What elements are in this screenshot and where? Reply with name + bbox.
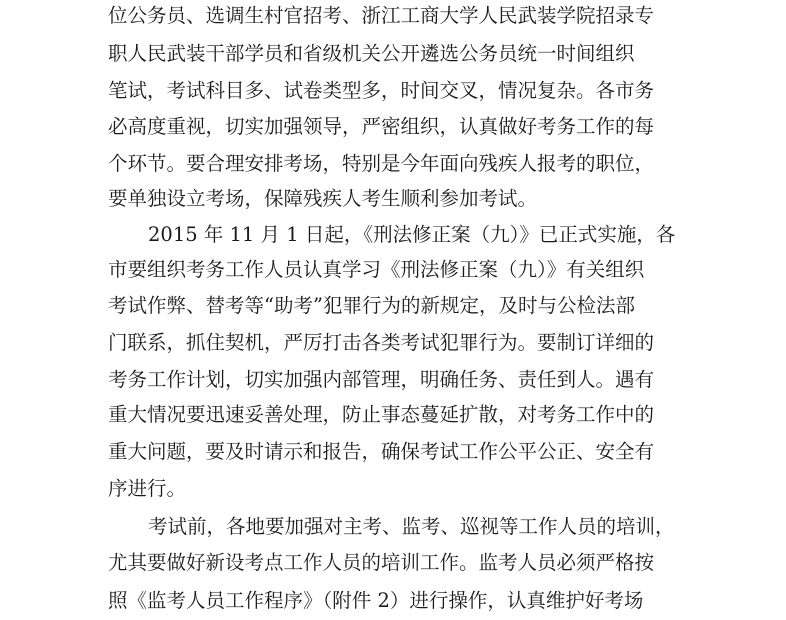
- text-line: 要单独设立考场，保障残疾人考生顺利参加考试。: [108, 187, 538, 210]
- text-line: 考试作弊、替考等“助考”犯罪行为的新规定，及时与公检法部: [108, 294, 635, 317]
- text-line: 考务工作计划，切实加强内部管理，明确任务、责任到人。遇有: [108, 368, 655, 391]
- text-line: 照《监考人员工作程序》（附件 2）进行操作，认真维护好考场: [108, 589, 644, 612]
- text-line: 笔试，考试科目多、试卷类型多，时间交叉，情况复杂。各市务: [108, 79, 655, 102]
- text-line: 尤其要做好新设考点工作人员的培训工作。监考人员必须严格按: [108, 551, 655, 574]
- text-line: 位公务员、选调生村官招考、浙江工商大学人民武装学院招录专: [108, 4, 655, 27]
- text-line: 个环节。要合理安排考场，特别是今年面向残疾人报考的职位，: [108, 152, 655, 175]
- text-line: 重大情况要迅速妥善处理，防止事态蔓延扩散，对考务工作中的: [108, 403, 655, 426]
- paragraph-start-line: 考试前，各地要加强对主考、监考、巡视等工作人员的培训，: [148, 515, 675, 538]
- text-line: 职人民武装干部学员和省级机关公开遴选公务员统一时间组织: [108, 42, 635, 65]
- paragraph-start-line: 2015 年 11 月 1 日起，《刑法修正案（九）》已正式实施，各: [148, 223, 676, 246]
- text-line: 门联系，抓住契机，严厉打击各类考试犯罪行为。要制订详细的: [108, 331, 655, 354]
- text-line: 序进行。: [108, 477, 187, 500]
- text-line: 必高度重视，切实加强领导，严密组织，认真做好考务工作的每: [108, 115, 655, 138]
- text-line: 重大问题，要及时请示和报告，确保考试工作公平公正、安全有: [108, 440, 655, 463]
- text-line: 市要组织考务工作人员认真学习《刑法修正案（九）》有关组织: [108, 258, 645, 281]
